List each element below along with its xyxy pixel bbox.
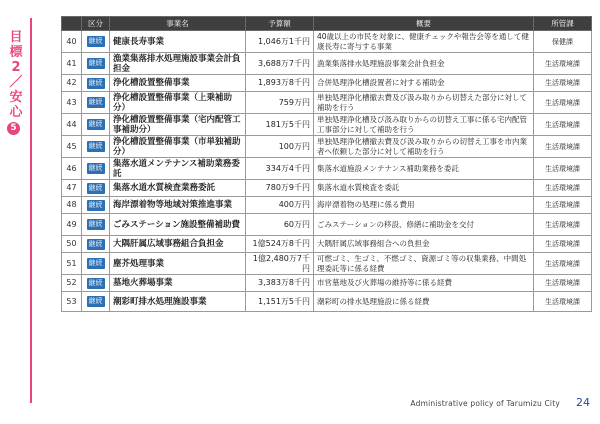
- row-number: 45: [62, 136, 82, 158]
- category-badge: 継続: [88, 183, 103, 192]
- project-name: 潮彩町排水処理施設事業: [110, 292, 246, 312]
- category-badge: 継続: [88, 59, 103, 67]
- footer-caption: Administrative policy of Tarumizu City: [410, 399, 560, 408]
- category-cell: [82, 214, 110, 236]
- category-cell: [82, 275, 110, 292]
- project-summary: 漁業集落排水処理施設事業会計負担金: [314, 53, 534, 75]
- table-row: [62, 31, 592, 53]
- category-badge: 継続: [88, 220, 103, 228]
- category-badge: 継続: [88, 120, 103, 128]
- category-badge: 継続: [88, 200, 103, 209]
- department: 生活環境課: [534, 292, 592, 312]
- section-title-char: 2: [11, 60, 21, 75]
- table-row: [62, 236, 592, 253]
- category-cell: [82, 92, 110, 114]
- section-title-char: ／: [9, 75, 23, 90]
- budget-amount: 1,046万1千円: [246, 31, 314, 53]
- budget-amount: 780万9千円: [246, 180, 314, 197]
- side-bar: [0, 0, 30, 424]
- table-row: [62, 158, 592, 180]
- project-name: 海岸漂着物等地域対策推進事業: [110, 197, 246, 214]
- project-summary: 単独処理浄化槽撤去費及び汲み取りから切替えた部分に対して補助を行う: [314, 92, 534, 114]
- department: 生活環境課: [534, 253, 592, 275]
- category-cell: [82, 114, 110, 136]
- category-badge: 継続: [88, 259, 103, 267]
- project-name: ごみステーション施設整備補助費: [110, 214, 246, 236]
- table-row: [62, 53, 592, 75]
- category-badge: 継続: [88, 98, 103, 106]
- department: 生活環境課: [534, 180, 592, 197]
- table-row: [62, 75, 592, 92]
- row-number: 50: [62, 236, 82, 253]
- table-row: [62, 197, 592, 214]
- row-number: 46: [62, 158, 82, 180]
- row-number: 53: [62, 292, 82, 312]
- department: 生活環境課: [534, 75, 592, 92]
- budget-amount: 100万円: [246, 136, 314, 158]
- budget-amount: 1億524万8千円: [246, 236, 314, 253]
- project-name: 浄化槽設置整備事業（宅内配管工事補助分）: [110, 114, 246, 136]
- budget-amount: 1,151万5千円: [246, 292, 314, 312]
- project-name: 集落水道メンテナンス補助業務委託: [110, 158, 246, 180]
- header-category: 区分: [82, 17, 110, 31]
- department: 生活環境課: [534, 114, 592, 136]
- department: 生活環境課: [534, 275, 592, 292]
- category-badge: 継続: [88, 278, 103, 287]
- project-summary: ごみステーションの移設、修繕に補助金を交付: [314, 214, 534, 236]
- category-cell: [82, 180, 110, 197]
- category-badge: 継続: [88, 78, 103, 87]
- header-department: 所管課: [534, 17, 592, 31]
- project-name: 塵芥処理事業: [110, 253, 246, 275]
- goal-number-badge: 5: [7, 122, 20, 135]
- section-title-char: 標: [9, 45, 23, 60]
- project-summary: 集落水道施設メンテナンス補助業務を委託: [314, 158, 534, 180]
- department: 生活環境課: [534, 136, 592, 158]
- category-cell: [82, 75, 110, 92]
- project-summary: 合併処理浄化槽設置者に対する補助金: [314, 75, 534, 92]
- row-number: 51: [62, 253, 82, 275]
- category-cell: [82, 292, 110, 312]
- project-name: 浄化槽設置整備事業（市単独補助分）: [110, 136, 246, 158]
- budget-amount: 1,893万8千円: [246, 75, 314, 92]
- header-no: [62, 17, 82, 31]
- accent-divider: [30, 18, 32, 403]
- budget-amount: 60万円: [246, 214, 314, 236]
- department: 生活環境課: [534, 92, 592, 114]
- department: 生活環境課: [534, 214, 592, 236]
- department: 生活環境課: [534, 158, 592, 180]
- table-row: [62, 292, 592, 312]
- table-row: [62, 92, 592, 114]
- table-header-row: [62, 17, 592, 31]
- category-cell: [82, 253, 110, 275]
- header-summary: 概要: [314, 17, 534, 31]
- category-badge: 継続: [88, 239, 103, 248]
- section-title: [7, 30, 25, 135]
- page-number: 24: [576, 396, 590, 409]
- project-name: 浄化槽設置整備事業（上乗補助分）: [110, 92, 246, 114]
- category-badge: 継続: [88, 164, 103, 172]
- category-badge: 継続: [88, 37, 103, 45]
- project-name: 浄化槽設置整備事業: [110, 75, 246, 92]
- project-summary: 40歳以上の市民を対象に、健康チェックや報告会等を通して健康長寿に寄与する事業: [314, 31, 534, 53]
- section-title-char: 目: [9, 30, 23, 45]
- project-summary: 単独処理浄化槽及び汲み取りからの切替え工事に係る宅内配管工事部分に対して補助を行う: [314, 114, 534, 136]
- project-table: [61, 16, 592, 312]
- budget-amount: 3,383万8千円: [246, 275, 314, 292]
- table-row: [62, 114, 592, 136]
- table-row: [62, 180, 592, 197]
- row-number: 49: [62, 214, 82, 236]
- budget-amount: 334万4千円: [246, 158, 314, 180]
- row-number: 42: [62, 75, 82, 92]
- project-summary: 市営墓地及び火葬場の維持等に係る経費: [314, 275, 534, 292]
- project-summary: 集落水道水質検査を委託: [314, 180, 534, 197]
- section-title-char: 心: [9, 105, 23, 120]
- department: 生活環境課: [534, 236, 592, 253]
- row-number: 43: [62, 92, 82, 114]
- category-cell: [82, 236, 110, 253]
- category-badge: 継続: [88, 297, 103, 305]
- project-name: 漁業集落排水処理施設事業会計負担金: [110, 53, 246, 75]
- project-name: 墓地火葬場事業: [110, 275, 246, 292]
- budget-amount: 181万5千円: [246, 114, 314, 136]
- category-cell: [82, 53, 110, 75]
- department: 保健課: [534, 31, 592, 53]
- row-number: 40: [62, 31, 82, 53]
- project-summary: 海岸漂着物の処理に係る費用: [314, 197, 534, 214]
- section-title-char: 安: [9, 90, 23, 105]
- row-number: 44: [62, 114, 82, 136]
- budget-amount: 759万円: [246, 92, 314, 114]
- budget-amount: 3,688万7千円: [246, 53, 314, 75]
- project-summary: 大隅肝属広域事務組合への負担金: [314, 236, 534, 253]
- category-cell: [82, 31, 110, 53]
- table-row: [62, 136, 592, 158]
- project-name: 集落水道水質検査業務委託: [110, 180, 246, 197]
- header-budget: 予算額: [246, 17, 314, 31]
- category-cell: [82, 197, 110, 214]
- category-cell: [82, 136, 110, 158]
- row-number: 48: [62, 197, 82, 214]
- table-row: [62, 275, 592, 292]
- project-name: 大隅肝属広域事務組合負担金: [110, 236, 246, 253]
- row-number: 52: [62, 275, 82, 292]
- department: 生活環境課: [534, 53, 592, 75]
- project-name: 健康長寿事業: [110, 31, 246, 53]
- project-summary: 可燃ゴミ、生ゴミ、不燃ゴミ、資源ゴミ等の収集業務、中間処理委託等に係る経費: [314, 253, 534, 275]
- budget-amount: 400万円: [246, 197, 314, 214]
- row-number: 47: [62, 180, 82, 197]
- header-project-name: 事業名: [110, 17, 246, 31]
- category-cell: [82, 158, 110, 180]
- department: 生活環境課: [534, 197, 592, 214]
- row-number: 41: [62, 53, 82, 75]
- project-summary: 潮彩町の排水処理施設に係る経費: [314, 292, 534, 312]
- budget-amount: 1億2,480万7千円: [246, 253, 314, 275]
- project-summary: 単独処理浄化槽撤去費及び汲み取りからの切替え工事を市内業者へ依頼した部分に対して補助を行う: [314, 136, 534, 158]
- table-row: [62, 214, 592, 236]
- table-row: [62, 253, 592, 275]
- category-badge: 継続: [88, 142, 103, 150]
